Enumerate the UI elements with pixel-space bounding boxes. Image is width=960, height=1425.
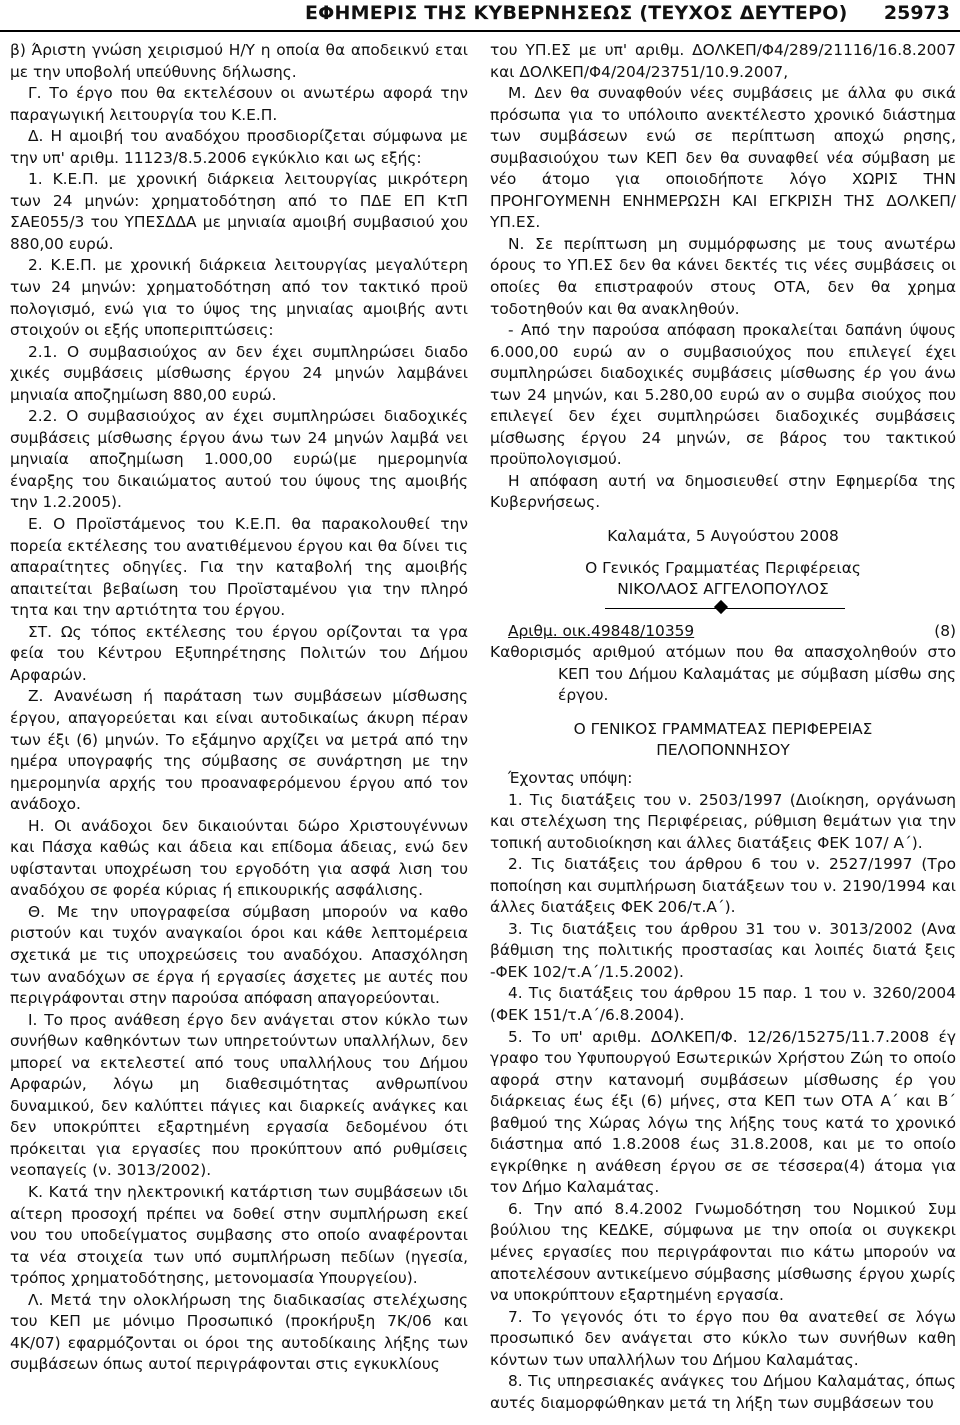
considering-item: 6. Την από 8.4.2002 Γνωμοδότηση του Νομικού Συμ βούλιου της ΚΕΔΚΕ, σύμφωνα με την οποία οι συγκεκρι μένες εργασίες που περιγράφονται πιο κάτω μπορούν να αποτελέσουν αντικείμενο σύμβασης μίσθωσης έργου χωρίς να υποκρύπτουν εξαρτημένη εργασία. — [490, 1199, 956, 1305]
considering-item: 4. Τις διατάξεις του άρθρου 15 παρ. 1 του ν. 3260/2004 (ΦΕΚ 151/τ.Α΄/6.8.2004). — [490, 984, 956, 1024]
paragraph: Ν. Σε περίπτωση μη συμμόρφωσης με τους ανωτέρω όρους το ΥΠ.ΕΣ δεν θα κάνει δεκτές τις νέες συμβάσεις οι οποίες θα επιστραφούν στους ΟΤΑ, δεν θα χρημα τοδοτηθούν και θα ανακληθούν. — [490, 234, 956, 318]
section-separator — [490, 601, 956, 617]
considering-item: 8. Τις υπηρεσιακές ανάγκες του Δήμου Καλαμάτας, όπως αυτές διαμορφώθηκαν μετά τη λήξη των συμβάσεων του — [490, 1372, 956, 1412]
paragraph: Μ. Δεν θα συναφθούν νέες συμβάσεις με άλλα φυ σικά πρόσωπα για το υπόλοιπο ανεκτέλεστο χρονικό διάστημα των συμβάσεων ενώ σε περίπτωση αποχώ ρησης, συμβασιούχου των ΚΕΠ δεν θα συναφθεί νέα σύμβαση με νέο άτομο για οποιοδήποτε λόγο ΧΩΡΙΣ ΤΗΝ ΠΡΟΗΓΟΥΜΕΝΗ ΕΝΗΜΕΡΩΣΗ ΚΑΙ ΕΓΚΡΙΣΗ ΤΗΣ ΔΟΛΚΕΠ/ ΥΠ.ΕΣ. — [490, 84, 956, 232]
paragraph: - Από την παρούσα απόφαση προκαλείται δαπάνη ύψους 6.000,00 ευρώ αν ο συμβασιούχος που επιλεγεί έχει συμπληρώσει διαδοχικές συμβάσεις μίσθωσης έρ γου άνω των 24 μηνών, και 5.280,00 ευρώ αν ο συμβα σιούχος που επιλεγεί δεν έχει συμπληρώσει διαδοχικές συμβάσεις μίσθωσης έργου 24 μηνών, σε βάρος του τακτικού προϋπολογισμού. — [490, 321, 956, 469]
decision-header — [490, 621, 956, 643]
paragraph: Γ. Το έργο που θα εκτελέσουν οι ανωτέρω αφορά την παραγωγική λειτουργία του Κ.Ε.Π. — [10, 84, 468, 124]
right-column — [490, 40, 956, 1414]
paragraph: Κ. Κατά την ηλεκτρονική κατάρτιση των συμβάσεων ιδι αίτερη προσοχή πρέπει να δοθεί στην συμπλήρωση εκεί νου του υποδείγματος συμβασης στο οποίο αναφέρονται τα νέα στοιχεία των υπό συμπλήρωση πεδίων (ηγεσία, τρόπος χρηματοδότησης, μετονομασία Υπουργείου). — [10, 1182, 468, 1288]
paragraph: Ι. Το προς ανάθεση έργο δεν ανάγεται στον κύκλο των συνήθων καθηκόντων των υπηρετούντων υπαλλήλων, δεν μπορεί να εκτελεστεί από τους υπαλλήλους του Δήμου Αρφαρών, λόγω μη διαθεσιμότητας ανθρωπίνου δυναμικού, δεν καλύπτει πάγιες και διαρκείς ανάγκες και δεν υποκρύπτει εξαρτημένη εργασία δεδομένου ότι πρόκειται για εργασίες που προκύπτουν από ρυθμίσεις νεοπαγείς (ν. 3013/2002). — [10, 1010, 468, 1180]
left-column — [10, 40, 468, 1376]
considering-item: 2. Τις διατάξεις του άρθρου 6 του ν. 2527/1997 (Τρο ποποίηση και συμπλήρωση διατάξεων του ν. 2190/1994 και άλλες διατάξεις ΦΕΚ 206/τ.Α΄). — [490, 855, 956, 917]
continuation-paragraph: του ΥΠ.ΕΣ με υπ' αριθμ. ΔΟΛΚΕΠ/Φ4/289/21116/16.8.2007 και ΔΟΛΚΕΠ/Φ4/204/23751/10.9.2007, — [490, 41, 956, 81]
place-date: Καλαμάτα, 5 Αυγούστου 2008 — [607, 527, 839, 546]
signatory-title: Ο Γενικός Γραμματέας Περιφέρειας — [585, 558, 861, 577]
authority-line-1: Ο ΓΕΝΙΚΟΣ ΓΡΑΜΜΑΤΕΑΣ ΠΕΡΙΦΕΡΕΙΑΣ — [573, 719, 873, 738]
paragraph: Λ. Μετά την ολοκλήρωση της διαδικασίας στελέχωσης του ΚΕΠ με μόνιμο Προσωπικό (προκήρυξη 7Κ/06 και 4Κ/07) εφαρμόζονται οι όροι της αυτοδίκαιης λήξης των συμβάσεων όπως αυτοί περιγράφονται στις εγκυκλίους — [10, 1290, 468, 1374]
page-number: 25973 — [883, 2, 950, 24]
page-header — [0, 0, 960, 30]
considering-item: 7. Το γεγονός ότι το έργο που θα ανατεθεί σε λόγω προσωπικό δεν ανάγεται στο κύκλο των συνήθων καθη κόντων των υπαλλήλων του Δήμου Καλαμάτας. — [490, 1307, 956, 1369]
paragraph: Θ. Με την υπογραφείσα σύμβαση μπορούν να καθο ριστούν και τυχόν αναγκαίοι όροι και κάθε λεπτομέρεια σχετικά με τις υποχρεώσεις του αναδόχου. Απασχόληση των αναδόχων σε έργα ή εργασίες άσχετες με αυτές που περιγράφονται στην παρούσα απόφαση απαγορεύονται. — [10, 902, 468, 1008]
header-rule — [0, 30, 960, 32]
paragraph: Η. Οι ανάδοχοι δεν δικαιούνται δώρο Χριστουγέννων και Πάσχα καθώς και άδεια και επίδομα άδειας, ενώ δεν υφίστανται υποχρέωση του εργοδότη για ασφά λιση του αναδόχου σε φορέα κύριας ή επικουρικής ασφάλισης. — [10, 816, 468, 900]
paragraph: 1. Κ.Ε.Π. με χρονική διάρκεια λειτουργίας μικρότερη των 24 μηνών: χρηματοδότηση από το ΠΔΕ ΕΠ ΚτΠ ΣΑΕ055/3 του ΥΠΕΣΔΔΑ με μηνιαία αμοιβή συμβασιού χου 880,00 ευρώ. — [10, 170, 468, 253]
decision-index: (8) — [934, 621, 956, 640]
paragraph: Ζ. Ανανέωση ή παράταση των συμβάσεων μίσθωσης έργου, απαγορεύεται και είναι αυτοδικαίως άκυρη πέραν των έξι (6) μηνών. Το εξάμηνο αρχίζει να μετρά από την ημέρα υπογραφής της σύμβασης σε συνάρτηση με την ημερομηνία αρχής του προαναφερόμενου έργου από τον ανάδοχο. — [10, 687, 468, 814]
paragraph: Η απόφαση αυτή να δημοσιευθεί στην Εφημερίδα της Κυβερνήσεως. — [490, 471, 956, 512]
considering-item: 5. Το υπ' αριθμ. ΔΟΛΚΕΠ/Φ. 12/26/15275/11.7.2008 έγ γραφο του Υφυπουργού Εσωτερικών Χρήστου Ζώη το οποίο αφορά στην κατανομή συμβάσεων μίσθωσης έρ γου διάρκειας έως έξι (6) μήνες, στα ΚΕΠ των ΟΤΑ Α΄ και Β΄ βαθμού της Χώρας λόγω της λήξης τους κατά το χρονικό διάστημα από 1.8.2008 έως 31.8.2008, και με το οποίο εγκρίθηκε η ανάθεση έργου σε σε τέσσερα(4) άτομα για τον Δήμο Καλαμάτας. — [490, 1027, 956, 1197]
decision-subject: Καθορισμός αριθμού ατόμων που θα απασχοληθούν στο ΚΕΠ του Δήμου Καλαμάτας με σύμβαση μίσθω σης έργου. — [490, 643, 956, 705]
decision-number: Αριθμ. οικ.49848/10359 — [508, 621, 695, 640]
paragraph: Δ. Η αμοιβή του αναδόχου προσδιορίζεται σύμφωνα με την υπ' αριθμ. 11123/8.5.2006 εγκύκλιο και ως εξής: — [10, 127, 468, 167]
diamond-ornament-icon — [714, 600, 728, 614]
paragraph: β) Άριστη γνώση χειρισμού Η/Υ η οποία θα αποδεικνύ εται με την υποβολή υπεύθυνης δήλωσης. — [10, 41, 468, 81]
authority-line-2: ΠΕΛΟΠΟΝΝΗΣΟΥ — [656, 741, 790, 760]
gazette-title: ΕΦΗΜΕΡΙΣ ΤΗΣ ΚΥΒΕΡΝΗΣΕΩΣ (ΤΕΥΧΟΣ ΔΕΥΤΕΡΟ) — [305, 2, 848, 24]
paragraph: Ε. Ο Προϊστάμενος του Κ.Ε.Π. θα παρακολουθεί την πορεία εκτέλεσης του ανατιθέμενου έργου και θα δίνει τις απαραίτητες οδηγίες. Για την καταβολή της αμοιβής απαιτείται βεβαίωση του Προϊσταμένου για την πληρό τητα και την αρτιότητα του έργου. — [10, 515, 468, 620]
signatory-name: ΝΙΚΟΛΑΟΣ ΑΓΓΕΛΟΠΟΥΛΟΣ — [617, 580, 829, 599]
paragraph: 2.1. Ο συμβασιούχος αν δεν έχει συμπληρώσει διαδο χικές συμβάσεις μίσθωσης έργου 24 μηνών λαμβάνει μηνιαία αποζημίωση 880,00 ευρώ. — [10, 342, 468, 404]
considering-item: 3. Τις διατάξεις του άρθρου 31 του ν. 3013/2002 (Ανα βάθμιση της πολιτικής προστασίας και λοιπές διατά ξεις -ΦΕΚ 102/τ.Α΄/1.5.2002). — [490, 919, 956, 981]
paragraph: 2. Κ.Ε.Π. με χρονική διάρκεια λειτουργίας μεγαλύτερη των 24 μηνών: χρηματοδότηση από τον τακτικό προϋ πολογισμό, ενώ για το ύψος της μηνιαίας αμοιβής αντι στοιχούν οι εξής υποπεριπτώσεις: — [10, 256, 468, 340]
paragraph: 2.2. Ο συμβασιούχος αν έχει συμπληρώσει διαδοχικές συμβάσεις μίσθωσης έργου άνω των 24 μηνών λαμβά νει μηνιαία αποζημίωση 1.000,00 ευρώ(με ημερομηνία έναρξης του δικαιώματος αυτού του ύψους της αμοιβής την 1.2.2005). — [10, 407, 468, 512]
paragraph: ΣΤ. Ως τόπος εκτέλεσης του έργου ορίζονται τα γρα φεία του Κέντρου Εξυπηρέτησης Πολιτών του Δήμου Αρφαρών. — [10, 622, 468, 684]
considering-heading: Έχοντας υπόψη: — [508, 768, 633, 787]
considering-item: 1. Τις διατάξεις του ν. 2503/1997 (Διοίκηση, οργάνωση και στελέχωση της Περιφέρειας, ρύθμιση θεμάτων για την τοπική αυτοδιοίκηση και άλλες διατάξεις ΦΕΚ 107/ Α΄). — [490, 790, 956, 852]
